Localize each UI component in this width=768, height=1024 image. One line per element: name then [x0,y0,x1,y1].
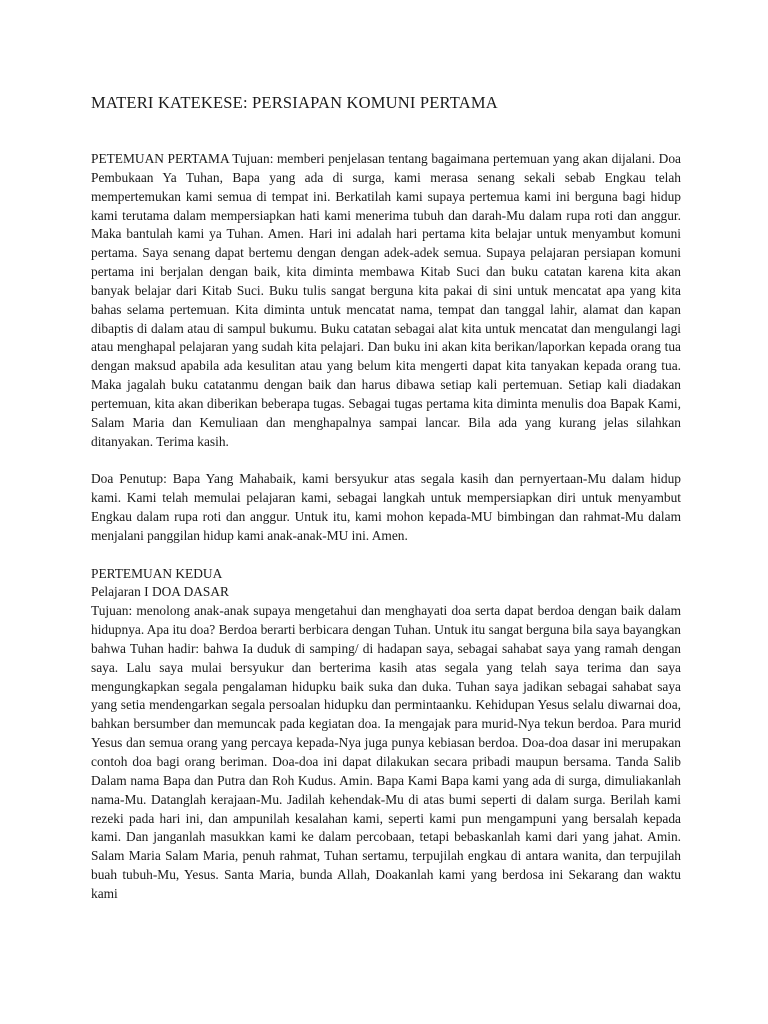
first-meeting-paragraph: PETEMUAN PERTAMA Tujuan: memberi penjelasan tentang bagaimana pertemuan yang akan dijalani. Doa Pembukaan Ya Tuhan, Bapa yang ada di surga, kami merasa senang sekali sebab Engkau telah mempertemukan kami semua di tempat ini. Berkatilah kami supaya pertemua kami ini berguna bagi hidup kami terutama dalam mempersiapkan hati kami menerima tubuh dan darah-Mu dalam rupa roti dan anggur. Maka bantulah kami ya Tuhan. Amen. Hari ini adalah hari pertama kita belajar untuk menyambut komuni pertama. Saya senang dapat bertemu dengan dengan adek-adek semua. Supaya pelajaran persiapan komuni pertama ini berjalan dengan baik, kita diminta membawa Kitab Suci dan buku catatan karena kita akan banyak belajar dari Kitab Suci. Buku tulis sangat berguna kita pakai di sini untuk mencatat apa yang kita bahas selama pertemuan. Kita diminta untuk mencatat nama, tempat dan tanggal lahir, alamat dan kapan dibaptis di dalam atau di sampul bukumu. Buku catatan sebagai alat kita untuk mencatat dan mengulangi lagi atau menghapal pelajaran yang sudah kita pelajari. Dan buku ini akan kita berikan/laporkan kepada orang tua dengan maksud apabila ada kesulitan atau yang belum kita mengerti dapat kita tanyakan kepada orang tua. Maka jagalah buku catatanmu dengan baik dan harus dibawa setiap kali pertemuan. Setiap kali diadakan pertemuan, kita akan diberikan beberapa tugas. Sebagai tugas pertama kita diminta menulis doa Bapak Kami, Salam Maria dan Kemuliaan dan menghapalnya sampai lancar. Bila ada yang kurang jelas silahkan ditanyakan. Terima kasih. [91,151,681,449]
document-body [91,150,681,904]
second-meeting-body: Tujuan: menolong anak-anak supaya mengetahui dan menghayati doa serta dapat berdoa dengan baik dalam hidupnya. Apa itu doa? Berdoa berarti berbicara dengan Tuhan. Untuk itu sangat berguna bila saya bayangkan bahwa Tuhan hadir: bahwa Ia duduk di samping/ di hadapan saya, sebagai sahabat saya yang ramah dengan saya. Lalu saya mulai bersyukur dan berterima kasih atas segala yang telah saya terima dan saya mengungkapkan segala pengalaman hidupku baik suka dan duka. Tuhan saya jadikan sebagai sahabat saya yang setia mendengarkan segala persoalan hidupku dan permintaanku. Kehidupan Yesus selalu diwarnai doa, bahkan bersumber dan memuncak pada kegiatan doa. Ia mengajak para murid-Nya tekun berdoa. Para murid Yesus dan semua orang yang percaya kepada-Nya juga punya kebiasan berdoa. Doa-doa dasar ini merupakan contoh doa bagi orang beriman. Doa-doa ini dapat dilakukan secara pribadi maupun bersama. Tanda Salib Dalam nama Bapa dan Putra dan Roh Kudus. Amin. Bapa Kami Bapa kami yang ada di surga, dimuliakanlah nama-Mu. Datanglah kerajaan-Mu. Jadilah kehendak-Mu di atas bumi seperti di dalam surga. Berilah kami rezeki pada hari ini, dan ampunilah kesalahan kami, seperti kami pun mengampuni yang bersalah kepada kami. Dan janganlah masukkan kami ke dalam percobaan, tetapi bebaskanlah kami dari yang jahat. Amin. Salam Maria Salam Maria, penuh rahmat, Tuhan sertamu, terpujilah engkau di antara wanita, dan terpujilah buah tubuh-Mu, Yesus. Santa Maria, bunda Allah, Doakanlah kami yang berdosa ini Sekarang dan waktu kami [91,603,681,901]
second-meeting-section [91,565,681,904]
document-title: MATERI KATEKESE: PERSIAPAN KOMUNI PERTAMA [91,93,498,112]
closing-prayer-paragraph: Doa Penutup: Bapa Yang Mahabaik, kami bersyukur atas segala kasih dan pernyertaan-Mu dalam hidup kami. Kami telah memulai pelajaran kami, sebagai langkah untuk mempersiapkan diri untuk menyambut Engkau dalam rupa roti dan anggur. Untuk itu, kami mohon kepada-MU bimbingan dan rahmat-Mu dalam menjalani panggilan hidup kami anak-anak-MU ini. Amen. [91,471,681,543]
section-subheading: Pelajaran I DOA DASAR [91,584,229,600]
section-heading: PERTEMUAN KEDUA [91,565,223,581]
